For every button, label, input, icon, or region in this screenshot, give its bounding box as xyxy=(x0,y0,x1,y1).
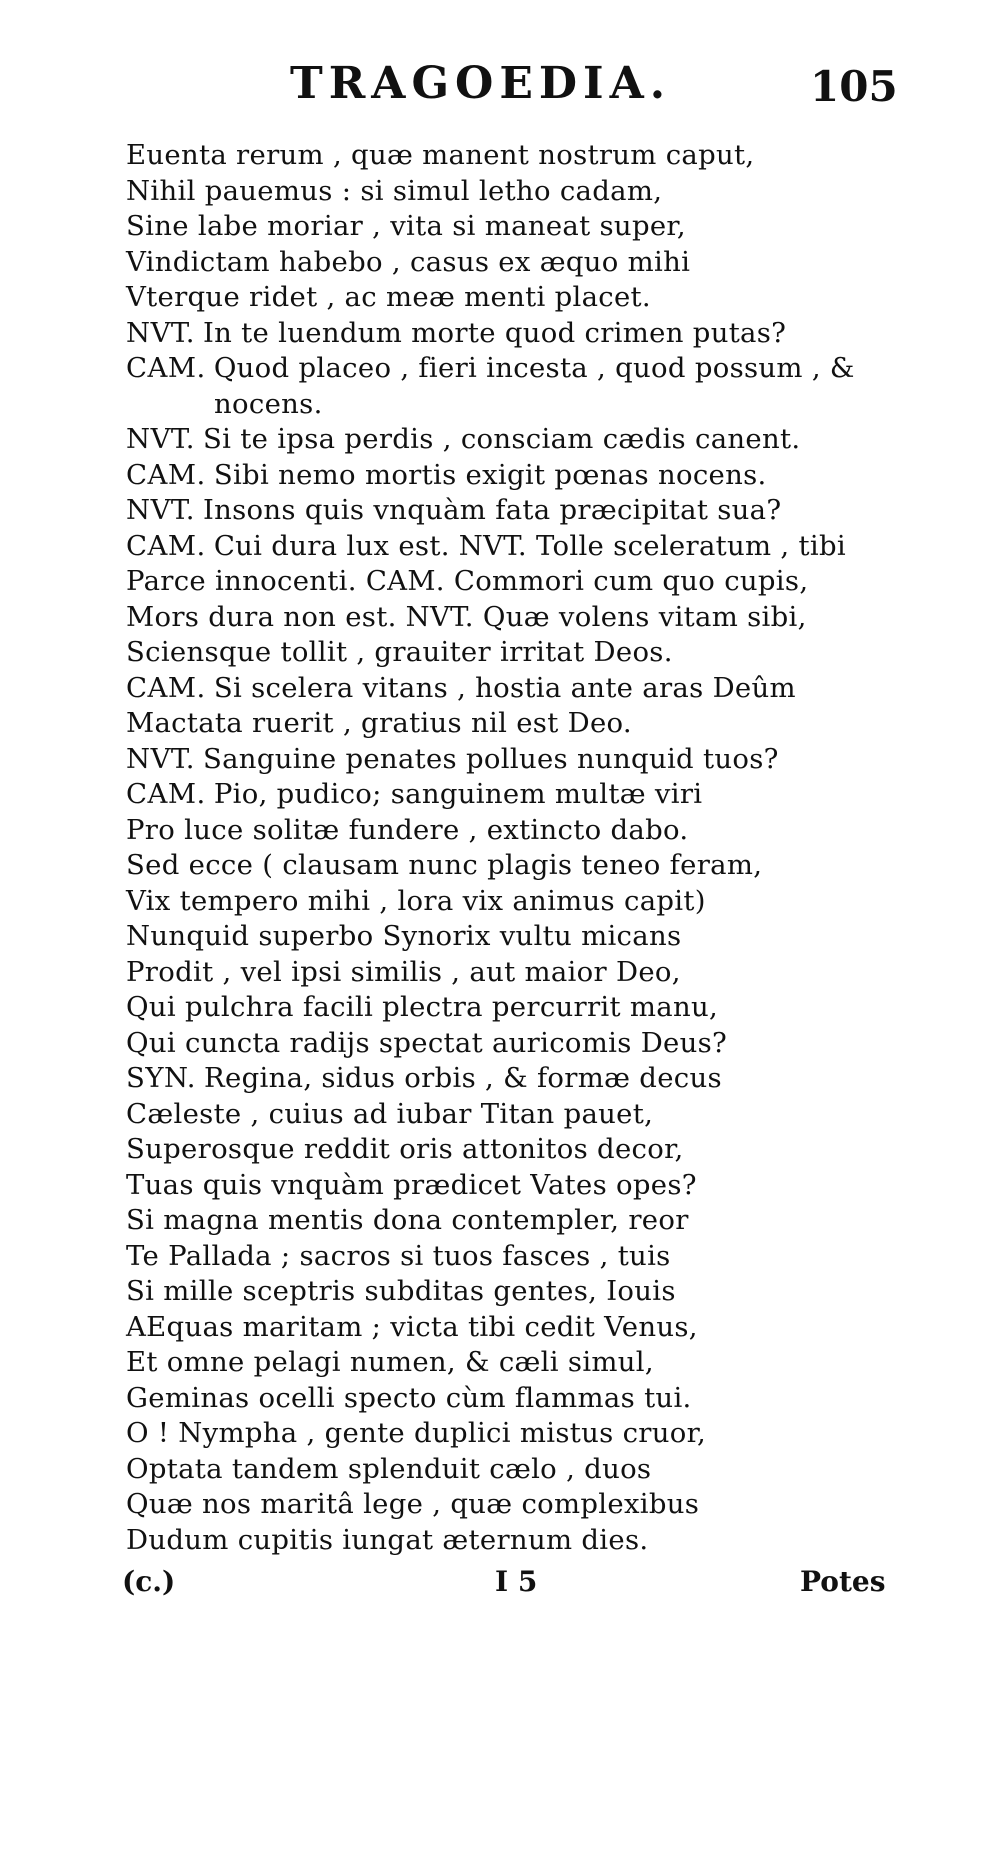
verse-line xyxy=(126,1345,926,1381)
catchword: Potes xyxy=(800,1565,886,1598)
verse-line xyxy=(126,990,926,1026)
speaker-label: SYN. xyxy=(126,1062,197,1094)
verse-line-text: Qui pulchra facili plectra percurrit manu, xyxy=(126,991,719,1023)
verse-line xyxy=(126,174,926,210)
verse-line-text: In te luendum morte quod crimen putas? xyxy=(202,316,787,349)
verse-line xyxy=(126,742,926,778)
verse-line xyxy=(126,1416,926,1452)
verse-line-text: Si te ipsa perdis , consciam cædis canent. xyxy=(202,423,801,455)
verse-line-text: Parce innocenti. CAM. Commori cum quo cupis, xyxy=(126,565,809,597)
page-number: 105 xyxy=(810,62,898,111)
verse-line xyxy=(126,1168,926,1204)
speaker-label: CAM. xyxy=(126,671,206,704)
verse-line xyxy=(126,351,926,387)
verse-line xyxy=(126,564,926,600)
verse-line-text: Sed ecce ( clausam nunc plagis teneo feram, xyxy=(126,849,763,881)
verse-line-text: Cui dura lux est. NVT. Tolle sceleratum , tibi xyxy=(213,529,846,562)
verse-line-text: Dudum cupitis iungat æternum dies. xyxy=(126,1523,649,1556)
verse-line xyxy=(126,777,926,813)
verse-line xyxy=(126,316,926,352)
verse-line xyxy=(126,671,926,707)
verse-line xyxy=(126,138,926,174)
speaker-label: NVT. xyxy=(126,494,195,526)
verse-line xyxy=(126,1381,926,1417)
verse-line-text: Quod placeo , fieri incesta , quod possum , & xyxy=(213,352,855,384)
speaker-label: CAM. xyxy=(126,352,206,384)
speaker-label: NVT. xyxy=(126,316,195,349)
verse-line xyxy=(126,1487,926,1523)
verse-line-text: Geminas ocelli specto cùm flammas tui. xyxy=(126,1381,692,1414)
verse-line-text: Insons quis vnquàm fata præcipitat sua? xyxy=(202,494,782,526)
verse-line-text: Optata tandem splenduit cælo , duos xyxy=(126,1452,652,1485)
verse-line-text: AEquas maritam ; victa tibi cedit Venus, xyxy=(126,1310,698,1343)
verse-line-text: Euenta rerum , quæ manent nostrum caput, xyxy=(126,139,755,171)
verse-line xyxy=(126,813,926,849)
verse-line-text: Vindictam habebo , casus ex æquo mihi xyxy=(126,245,691,278)
verse-line xyxy=(126,280,926,316)
verse-line-text: Vix tempero mihi , lora vix animus capit) xyxy=(126,884,706,917)
verse-line xyxy=(126,209,926,245)
verse-line-text: Quæ nos maritâ lege , quæ complexibus xyxy=(126,1488,700,1520)
verse-line-text: Sine labe moriar , vita si maneat super, xyxy=(126,210,686,242)
verse-line xyxy=(126,529,926,565)
verse-line xyxy=(126,600,926,636)
verse-line-text: Si scelera vitans , hostia ante aras Deûm xyxy=(213,671,796,704)
speaker-label: CAM. xyxy=(126,778,206,810)
verse-line-text: Nihil pauemus : si simul letho cadam, xyxy=(126,174,663,207)
verse-line xyxy=(126,884,926,920)
verse-line-text: Sibi nemo mortis exigit pœnas nocens. xyxy=(213,458,767,491)
verse-line-text: Sanguine penates pollues nunquid tuos? xyxy=(202,742,779,775)
verse-line xyxy=(126,422,926,458)
verse-line-text: Cæleste , cuius ad iubar Titan pauet, xyxy=(126,1097,654,1130)
page-footer xyxy=(0,1565,1000,1605)
verse-line-text: Vterque ridet , ac meæ menti placet. xyxy=(126,281,651,313)
verse-line xyxy=(126,1310,926,1346)
verse-line-text: Mactata ruerit , gratius nil est Deo. xyxy=(126,707,632,739)
verse-line xyxy=(126,919,926,955)
verse-line xyxy=(126,1274,926,1310)
verse-line-text: Et omne pelagi numen, & cæli simul, xyxy=(126,1346,654,1378)
verse-line-text: Nunquid superbo Synorix vultu micans xyxy=(126,920,682,952)
verse-line-text: nocens. xyxy=(214,387,323,420)
verse-line-text: Qui cuncta radijs spectat auricomis Deus? xyxy=(126,1026,728,1059)
verse-line xyxy=(126,1132,926,1168)
verse-line-text: Si magna mentis dona contempler, reor xyxy=(126,1204,689,1236)
running-head xyxy=(0,58,1000,118)
verse-line xyxy=(126,706,926,742)
verse-line-text: Tuas quis vnquàm prædicet Vates opes? xyxy=(126,1168,697,1201)
verse-line xyxy=(126,1061,926,1097)
footer-mark: (c.) xyxy=(122,1565,176,1598)
verse-line xyxy=(126,245,926,281)
verse-line xyxy=(126,1026,926,1062)
verse-line-text: Pro luce solitæ fundere , extincto dabo. xyxy=(126,813,689,846)
verse-line xyxy=(126,1452,926,1488)
verse-line-text: Si mille sceptris subditas gentes, Iouis xyxy=(126,1275,676,1307)
speaker-label: NVT. xyxy=(126,423,195,455)
running-head-title: TRAGOEDIA. xyxy=(290,58,672,109)
speaker-label: NVT. xyxy=(126,742,195,775)
verse-line xyxy=(126,1203,926,1239)
verse-line xyxy=(126,955,926,991)
verse-text-block xyxy=(126,138,926,1558)
speaker-label: CAM. xyxy=(126,458,206,491)
verse-line xyxy=(126,387,926,423)
verse-line-text: Te Pallada ; sacros si tuos fasces , tuis xyxy=(126,1239,671,1272)
verse-line-text: Pio, pudico; sanguinem multæ viri xyxy=(213,778,703,810)
verse-line xyxy=(126,458,926,494)
verse-line-text: Superosque reddit oris attonitos decor, xyxy=(126,1133,684,1165)
verse-line xyxy=(126,1239,926,1275)
speaker-label: CAM. xyxy=(126,529,206,562)
verse-line xyxy=(126,1097,926,1133)
signature-mark: I 5 xyxy=(495,1565,538,1598)
verse-line-text: O ! Nympha , gente duplici mistus cruor, xyxy=(126,1417,707,1449)
verse-line xyxy=(126,635,926,671)
verse-line-text: Sciensque tollit , grauiter irritat Deos. xyxy=(126,636,673,668)
verse-line-text: Regina, sidus orbis , & formæ decus xyxy=(204,1062,722,1094)
verse-line-text: Prodit , vel ipsi similis , aut maior Deo, xyxy=(126,955,681,988)
verse-line-text: Mors dura non est. NVT. Quæ volens vitam sibi, xyxy=(126,600,807,633)
verse-line xyxy=(126,1523,926,1559)
verse-line xyxy=(126,848,926,884)
verse-line xyxy=(126,493,926,529)
